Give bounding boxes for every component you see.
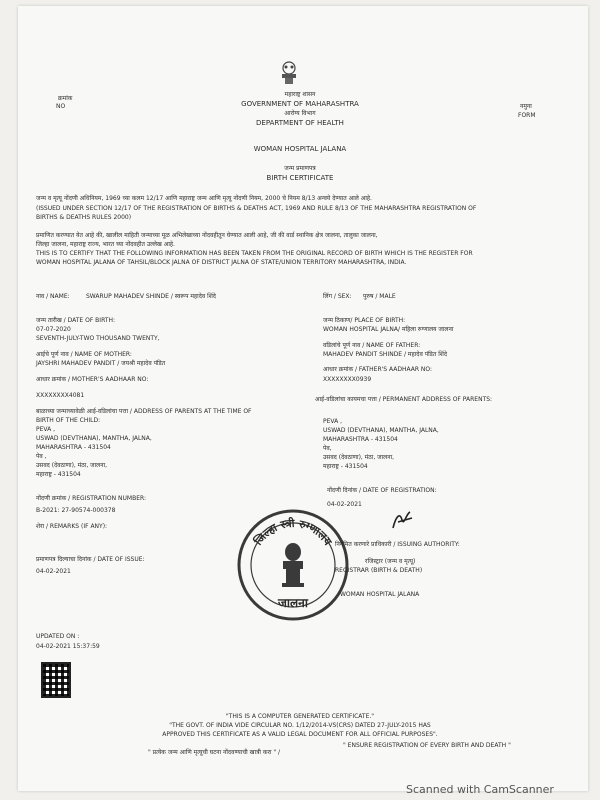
authority-hospital: WOMAN HOSPITAL JALANA [340,591,420,598]
name-value: SWARUP MAHADEV SHINDE / स्वरूप महादेव शिंदे [86,293,216,300]
state-title: GOVERNMENT OF MAHARASHTRA [241,100,359,108]
dept-marathi: आरोग्य विभाग [284,110,316,117]
authority-label: निर्गमित करणारे प्राधिकारी / ISSUING AUTHORITY: [335,541,460,548]
hospital-seal-stamp [233,505,353,625]
certify-marathi-1: प्रमाणित करण्यात येत आहे की, खालील माहिती जन्माच्या मूळ अभिलेखाच्या नोंदवहीतून घेण्यात आली आहे, जी की वार्ड स्थानिक क्षेत्र जालना, तालुका जालना, [36,232,378,239]
addr-birth-line: MAHARASHTRA - 431504 [36,444,111,451]
cert-title: BIRTH CERTIFICATE [266,174,334,182]
footer-line-3: APPROVED THIS CERTIFICATE AS A VALID LEGAL DOCUMENT FOR ALL OFFICIAL PURPOSES". [162,731,438,738]
addr-birth-line: USWAD (DEVTHANA), MANTHA, JALNA, [36,435,152,442]
act-marathi: जन्म व मृत्यू नोंदणी अधिनियम, 1969 च्या कलम 12/17 आणि महाराष्ट्र जन्म आणि मृत्यू नोंदणी नियम, 2000 चे नियम 8/13 अन्वये देण्यात आले आहे. [36,195,372,202]
addr-birth-line: उसवद (देवठाणा), मंठा, जालना, [36,462,108,469]
footer-line-4: " ENSURE REGISTRATION OF EVERY BIRTH AND DEATH " [343,742,511,749]
certify-english-2: WOMAN HOSPITAL JALANA OF TAHSIL/BLOCK JALNA OF DISTRICT JALNA OF STATE/UNION TERRITORY MAHARASHTRA, INDIA. [36,259,407,266]
act-english-1: (ISSUED UNDER SECTION 12/17 OF THE REGISTRATION OF BIRTHS & DEATHS ACT, 1969 AND RULE 8/13 OF THE MAHARASHTRA REGISTRATION OF [36,205,477,212]
reg-no-value: B-2021: 27-90574-000378 [36,507,116,514]
mother-aadhaar-label: आधार क्रमांक / MOTHER'S AADHAAR NO: [36,376,149,383]
registrar-marathi: रजिस्ट्रार (जन्म व मृत्यू) [365,558,416,565]
addr-perm-line: महाराष्ट्र - 431504 [323,463,368,470]
seal-bottom-text: जालना [278,596,308,610]
sex-value: पुरुष / MALE [363,293,396,300]
father-value: MAHADEV PANDIT SHINDE / महादेव पंडित शिंदे [323,351,448,358]
state-marathi: महाराष्ट्र शासन [284,91,316,98]
mother-label: आईचे पूर्ण नाव / NAME OF MOTHER: [36,351,132,358]
dob-value: 07-07-2020 [36,326,71,333]
signature-icon [390,508,416,532]
father-label: वडिलांचे पूर्ण नाव / NAME OF FATHER: [323,342,421,349]
addr-perm-label: आई-वडिलांचा कायमचा पत्ता / PERMANENT ADDRESS OF PARENTS: [315,396,493,403]
no-label: NO [56,103,66,110]
reg-date-label: नोंदणी दिनांक / DATE OF REGISTRATION: [327,487,437,494]
ashoka-emblem-icon [278,60,300,86]
mother-value: JAYSHRI MAHADEV PANDIT / जयश्री महादेव पंडित [36,360,166,367]
dept-title: DEPARTMENT OF HEALTH [256,119,344,127]
updated-value: 04-02-2021 15:37:59 [36,643,100,650]
addr-birth-label-1: बाळाच्या जन्माच्यावेळी आई-वडिलांचा पत्ता / ADDRESS OF PARENTS AT THE TIME OF [36,408,252,415]
dob-label: जन्म तारीख / DATE OF BIRTH: [36,317,115,324]
addr-perm-line: पेव, [323,445,332,452]
sex-label: लिंग / SEX: [323,293,352,300]
addr-birth-line: पेव , [36,453,47,460]
no-label-marathi: क्रमांक [58,95,73,102]
registrar-title: REGISTRAR (BIRTH & DEATH) [335,567,423,574]
addr-perm-line: MAHARASHTRA - 431504 [323,436,398,443]
act-english-2: BIRTHS & DEATHS RULES 2000) [36,214,132,221]
father-aadhaar-label: आधार क्रमांक / FATHER'S AADHAAR NO: [323,366,433,373]
footer-line-1: "THIS IS A COMPUTER GENERATED CERTIFICATE." [225,713,375,720]
issue-date-value: 04-02-2021 [36,568,71,575]
form-label-marathi: नमुना [520,103,532,110]
remarks-label: शेरा / REMARKS (IF ANY): [36,523,108,530]
form-label: FORM [518,112,536,119]
addr-birth-line: महाराष्ट्र - 431504 [36,471,81,478]
addr-perm-line: उसवद (देवठाणा), मंठा, जालना, [323,454,395,461]
issue-date-label: प्रमाणपत्र दिल्याचा दिनांक / DATE OF ISSUE: [36,556,145,563]
father-aadhaar-value: XXXXXXXX0939 [323,376,372,383]
addr-birth-line: PEVA , [36,426,56,433]
pob-label: जन्म ठिकाण/ PLACE OF BIRTH: [323,317,406,324]
addr-perm-line: PEVA , [323,418,343,425]
certify-marathi-2: जिल्हा जालना, महाराष्ट्र राज्य, भारत च्या नोंदवहीत उल्लेख आहे. [36,241,175,248]
footer-line-2: "THE GOVT. OF INDIA VIDE CIRCULAR NO. 1/12/2014-VS(CRS) DATED 27-JULY-2015 HAS [169,722,431,729]
pob-value: WOMAN HOSPITAL JALNA/ महिला रुग्णालय जालना [323,326,454,333]
hospital-title: WOMAN HOSPITAL JALANA [253,145,347,153]
reg-no-label: नोंदणी क्रमांक / REGISTRATION NUMBER: [36,495,147,502]
cert-title-marathi: जन्म प्रमाणपत्र [284,165,316,172]
camscanner-watermark: Scanned with CamScanner [406,783,554,796]
updated-label: UPDATED ON : [36,633,80,640]
name-label: नाव / NAME: [36,293,70,300]
addr-birth-label-2: BIRTH OF THE CHILD: [36,417,101,424]
qr-code [41,662,71,698]
dob-words: SEVENTH-JULY-TWO THOUSAND TWENTY, [36,335,160,342]
reg-date-value: 04-02-2021 [327,501,362,508]
footer-marathi: " प्रत्येक जन्म आणि मृत्यूची घटना नोंदवण्याची खात्री करा " / [148,749,281,756]
seal-top-text: जिल्हा स्त्री रुग्णालय [251,516,335,548]
certify-english-1: THIS IS TO CERTIFY THAT THE FOLLOWING INFORMATION HAS BEEN TAKEN FROM THE ORIGINAL RECORD OF BIRTH WHICH IS THE REGISTER FOR [36,250,473,257]
mother-aadhaar-value: XXXXXXXX4081 [36,392,85,399]
addr-perm-line: USWAD (DEVTHANA), MANTHA, JALNA, [323,427,439,434]
